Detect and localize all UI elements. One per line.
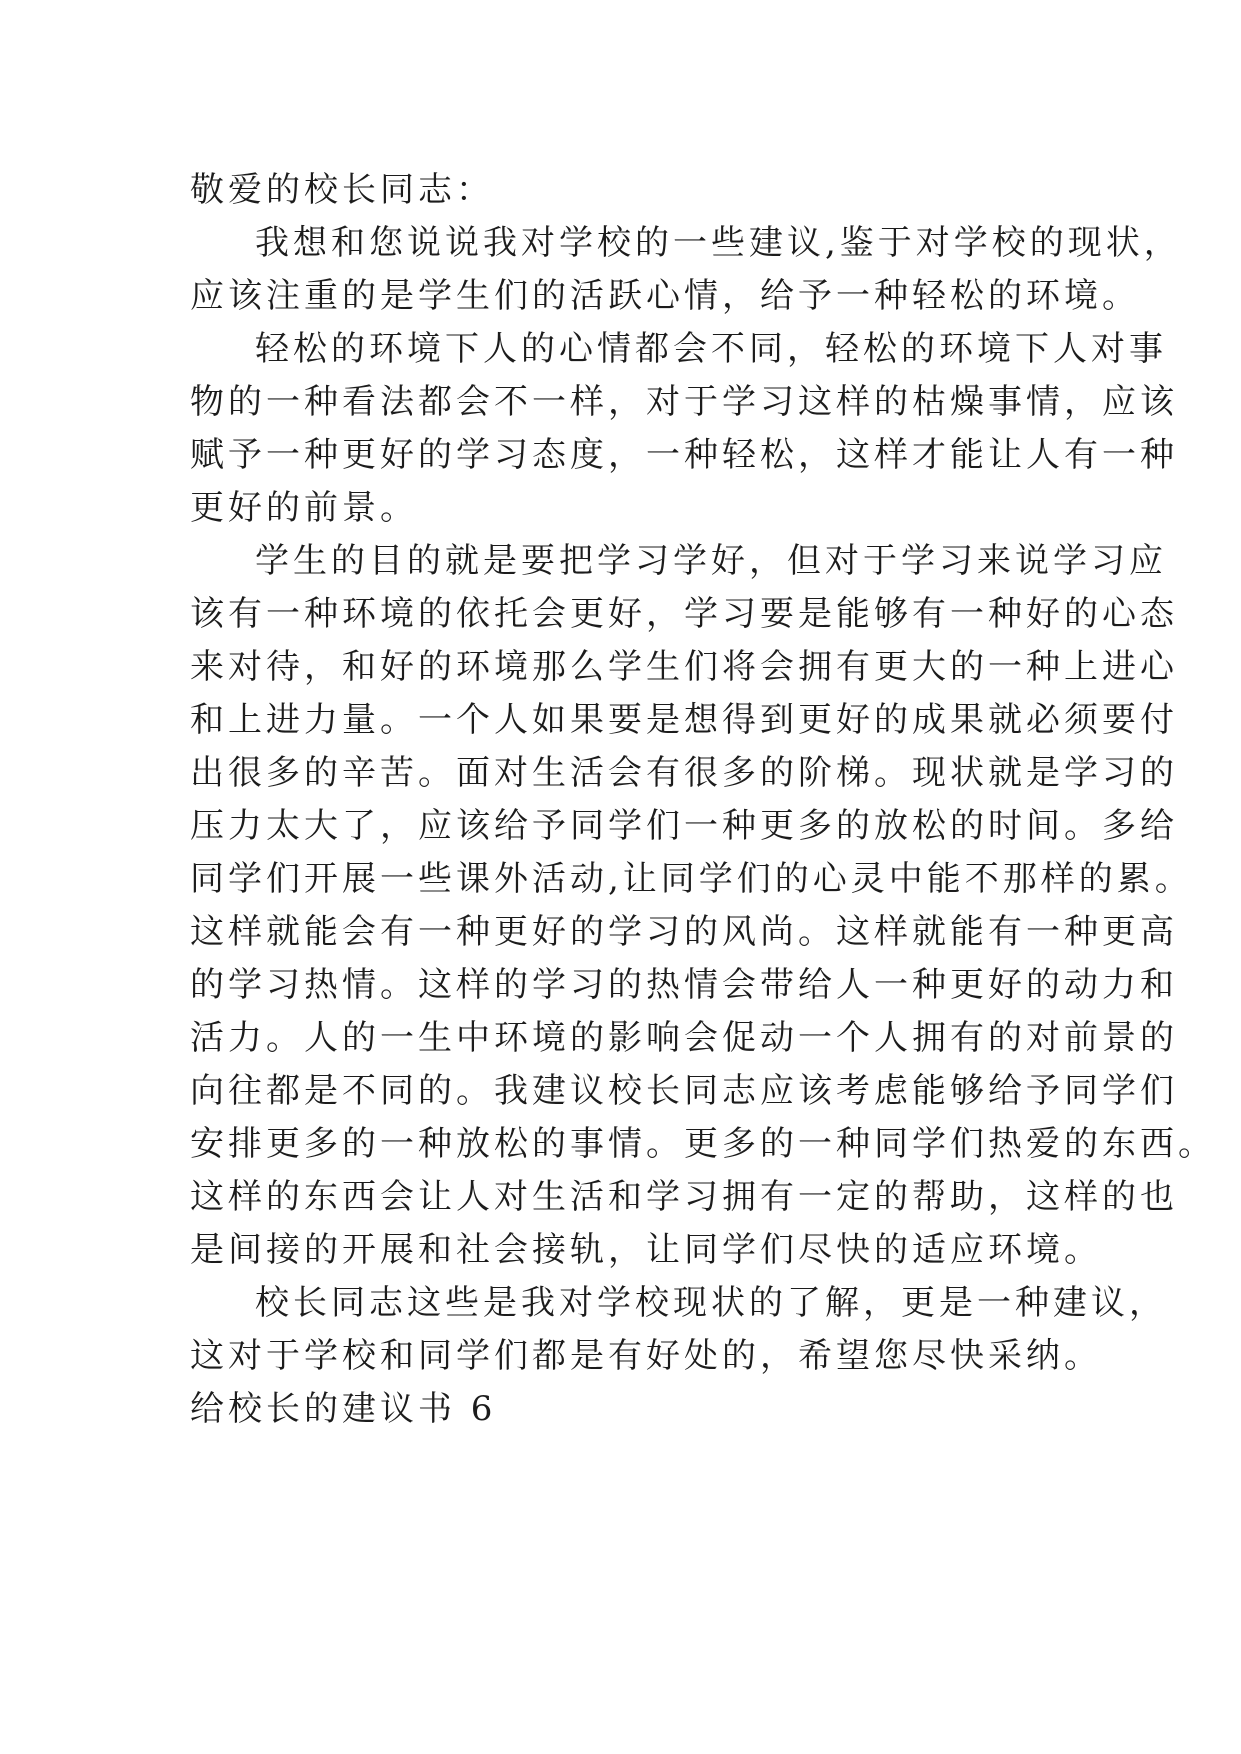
paragraph-3-line-2: 该有一种环境的依托会更好，学习要是能够有一种好的心态 [190,594,1178,634]
paragraph-3-line-8: 这样就能会有一种更好的学习的风尚。这样就能有一种更高 [190,912,1178,952]
paragraph-3-line-9: 的学习热情。这样的学习的热情会带给人一种更好的动力和 [190,965,1178,1005]
paragraph-2-line-4: 更好的前景。 [190,488,418,528]
paragraph-3-line-1: 学生的目的就是要把学习学好，但对于学习来说学习应 [255,541,1167,581]
paragraph-4-line-2: 这对于学校和同学们都是有好处的，希望您尽快采纳。 [190,1336,1102,1376]
paragraph-3-line-7: 同学们开展一些课外活动,让同学们的心灵中能不那样的累。 [190,859,1193,899]
paragraph-2-line-3: 赋予一种更好的学习态度，一种轻松，这样才能让人有一种 [190,435,1178,475]
paragraph-3-line-11: 向往都是不同的。我建议校长同志应该考虑能够给予同学们 [190,1071,1178,1111]
paragraph-3-line-6: 压力太大了，应该给予同学们一种更多的放松的时间。多给 [190,806,1178,846]
salutation: 敬爱的校长同志： [190,170,494,210]
paragraph-3-line-4: 和上进力量。一个人如果要是想得到更好的成果就必须要付 [190,700,1178,740]
paragraph-2-line-1: 轻松的环境下人的心情都会不同，轻松的环境下人对事 [255,329,1167,369]
paragraph-2-line-2: 物的一种看法都会不一样，对于学习这样的枯燥事情，应该 [190,382,1178,422]
paragraph-3-line-3: 来对待，和好的环境那么学生们将会拥有更大的一种上进心 [190,647,1178,687]
paragraph-1-line-2: 应该注重的是学生们的活跃心情，给予一种轻松的环境。 [190,276,1140,316]
paragraph-3-line-5: 出很多的辛苦。面对生活会有很多的阶梯。现状就是学习的 [190,753,1178,793]
paragraph-3-line-14: 是间接的开展和社会接轨，让同学们尽快的适应环境。 [190,1230,1102,1270]
paragraph-1-line-1: 我想和您说说我对学校的一些建议,鉴于对学校的现状， [255,223,1182,263]
paragraph-4-line-1: 校长同志这些是我对学校现状的了解，更是一种建议， [255,1283,1167,1323]
paragraph-3-line-12: 安排更多的一种放松的事情。更多的一种同学们热爱的东西。 [190,1124,1216,1164]
paragraph-3-line-13: 这样的东西会让人对生活和学习拥有一定的帮助，这样的也 [190,1177,1178,1217]
paragraph-3-line-10: 活力。人的一生中环境的影响会促动一个人拥有的对前景的 [190,1018,1178,1058]
next-section-heading: 给校长的建议书 6 [190,1389,497,1429]
